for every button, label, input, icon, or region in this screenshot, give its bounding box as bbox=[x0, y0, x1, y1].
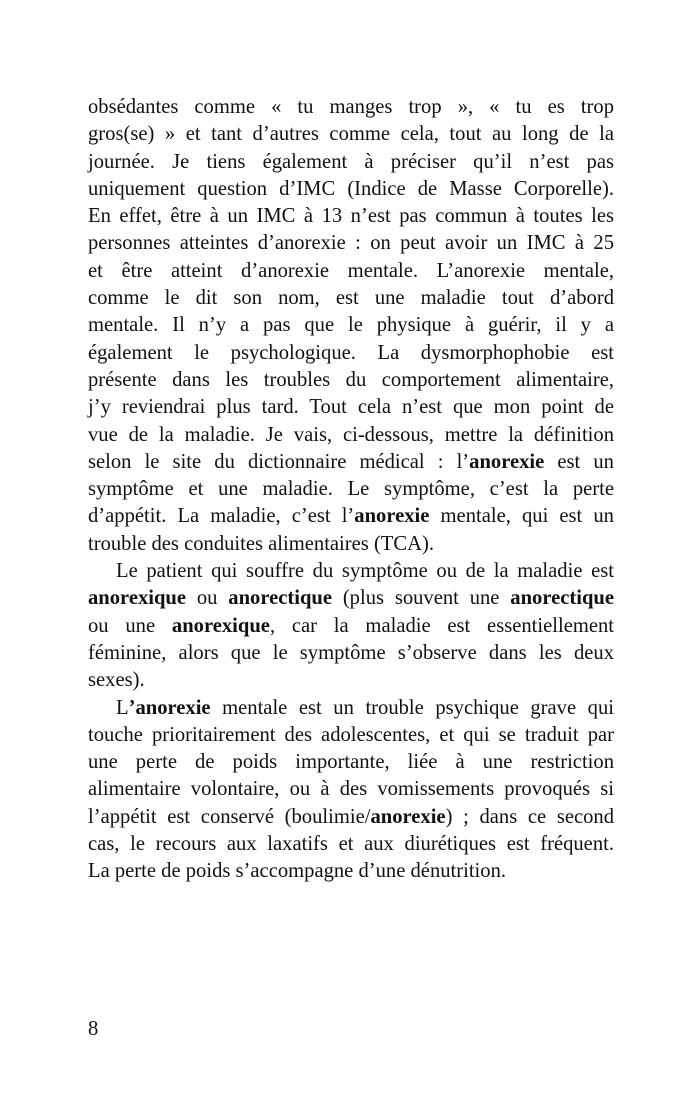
text-segment: obsédantes comme « tu manges trop », « tu es trop bbox=[88, 96, 614, 118]
text-segment: également le psychologique. La dysmorphophobie est bbox=[88, 341, 614, 364]
text-segment: uniquement question d’IMC (Indice de Masse Corporelle). bbox=[88, 177, 614, 200]
text-line bbox=[88, 776, 614, 803]
bold-term: anorexie bbox=[354, 505, 430, 528]
text-line bbox=[88, 121, 614, 148]
text-segment: symptôme et une maladie. Le symptôme, c’est la perte bbox=[88, 478, 614, 501]
text-segment: ) ; dans ce second bbox=[445, 805, 615, 828]
text-line bbox=[88, 394, 614, 421]
text-segment: est un bbox=[544, 450, 614, 473]
text-line bbox=[88, 831, 614, 858]
text-segment: L bbox=[116, 696, 129, 719]
bold-term: anorectique bbox=[510, 587, 614, 610]
text-line bbox=[88, 367, 614, 394]
text-segment: féminine, alors que le symptôme s’observe dans les deux bbox=[88, 641, 614, 664]
text-segment: j’y reviendrai plus tard. Tout cela n’est que mon point de bbox=[88, 396, 614, 419]
bold-term: anorexique bbox=[171, 614, 270, 637]
text-line bbox=[88, 667, 614, 694]
bold-term: anorectique bbox=[228, 587, 332, 610]
text-segment: ou une bbox=[88, 614, 172, 637]
text-segment: gros(se) » et tant d’autres comme cela, tout au long de la bbox=[88, 123, 614, 146]
text-line bbox=[88, 531, 614, 558]
text-line bbox=[88, 749, 614, 776]
text-line bbox=[88, 203, 614, 230]
text-segment: une perte de poids importante, liée à une restriction bbox=[88, 751, 614, 774]
text-line bbox=[88, 312, 614, 339]
text-line bbox=[88, 176, 614, 203]
text-segment: (plus souvent une bbox=[332, 587, 511, 610]
text-segment: trouble des conduites alimentaires (TCA). bbox=[88, 532, 434, 555]
text-line bbox=[88, 449, 614, 476]
text-segment: touche prioritairement des adolescentes, et qui se traduit par bbox=[88, 723, 614, 746]
text-segment: présente dans les troubles du comportement alimentaire, bbox=[88, 368, 614, 391]
text-line bbox=[88, 640, 614, 667]
text-segment: selon le site du dictionnaire médical : l’ bbox=[88, 450, 470, 473]
text-segment: d’appétit. La maladie, c’est l’ bbox=[88, 505, 355, 528]
text-line bbox=[88, 804, 614, 831]
text-segment: vue de la maladie. Je vais, ci-dessous, mettre la définition bbox=[88, 423, 614, 446]
text-segment: sexes). bbox=[88, 669, 145, 692]
text-line bbox=[88, 503, 614, 530]
text-line bbox=[88, 94, 614, 121]
text-line bbox=[88, 476, 614, 503]
body-text bbox=[88, 94, 614, 886]
text-segment: mentale est un trouble psychique grave qui bbox=[210, 696, 614, 719]
text-line bbox=[88, 230, 614, 257]
text-line bbox=[88, 340, 614, 367]
text-segment: l’appétit est conservé (boulimie/ bbox=[88, 805, 371, 828]
paragraph bbox=[88, 94, 614, 558]
text-segment: Le patient qui souffre du symptôme ou de la maladie est bbox=[116, 560, 614, 583]
bold-term: anorexique bbox=[88, 587, 187, 610]
text-segment: mentale. Il n’y a pas que le physique à guérir, il y a bbox=[88, 314, 614, 337]
text-segment: En effet, être à un IMC à 13 n’est pas commun à toutes les bbox=[88, 205, 614, 228]
text-line bbox=[88, 722, 614, 749]
paragraph bbox=[88, 695, 614, 886]
text-segment: ou bbox=[186, 587, 229, 610]
text-segment: mentale, qui est un bbox=[429, 505, 614, 528]
page-number: 8 bbox=[88, 1018, 99, 1040]
text-segment: cas, le recours aux laxatifs et aux diurétiques est fréquent. bbox=[88, 833, 614, 856]
bold-term: anorexie bbox=[370, 805, 446, 828]
text-segment: , car la maladie est essentiellement bbox=[269, 614, 615, 637]
text-segment: et être atteint d’anorexie mentale. L’anorexie mentale, bbox=[88, 259, 614, 282]
text-line bbox=[88, 613, 614, 640]
text-segment: comme le dit son nom, est une maladie tout d’abord bbox=[88, 287, 614, 310]
text-segment: journée. Je tiens également à préciser qu’il n’est pas bbox=[88, 150, 614, 173]
text-line bbox=[88, 149, 614, 176]
paragraph bbox=[88, 558, 614, 694]
text-segment: personnes atteintes d’anorexie : on peut avoir un IMC à 25 bbox=[88, 232, 614, 255]
bold-term: ’anorexie bbox=[128, 696, 211, 719]
text-line bbox=[88, 422, 614, 449]
text-segment: alimentaire volontaire, ou à des vomissements provoqués si bbox=[88, 778, 614, 801]
text-line bbox=[88, 558, 614, 585]
text-line bbox=[88, 858, 614, 885]
text-line bbox=[88, 695, 614, 722]
text-line bbox=[88, 585, 614, 612]
text-line bbox=[88, 285, 614, 312]
bold-term: anorexie bbox=[469, 450, 545, 473]
text-segment: La perte de poids s’accompagne d’une dénutrition. bbox=[88, 860, 507, 883]
text-line bbox=[88, 258, 614, 285]
